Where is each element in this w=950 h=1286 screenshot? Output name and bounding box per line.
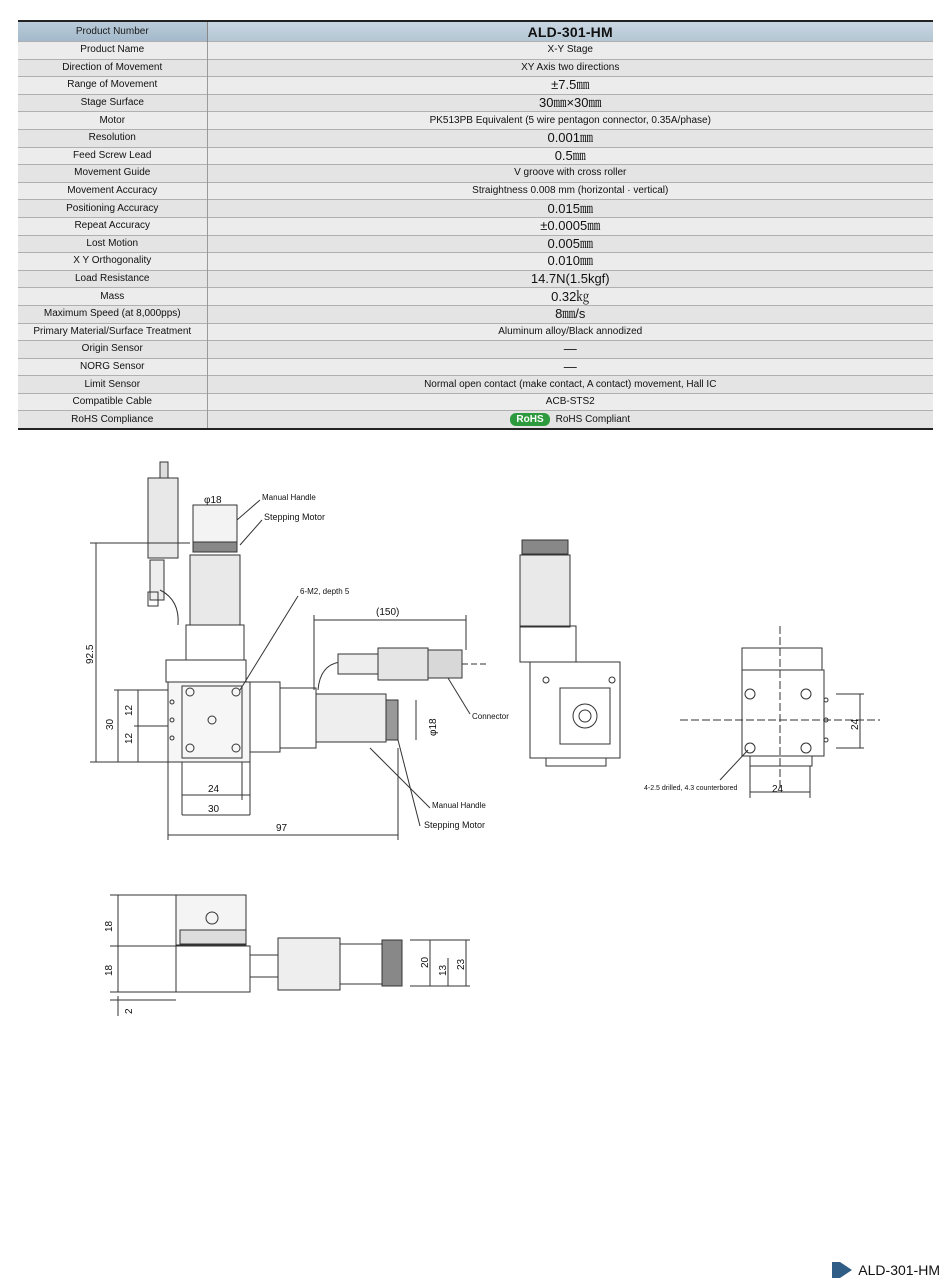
spec-value: — bbox=[207, 341, 933, 359]
spec-value: X-Y Stage bbox=[207, 42, 933, 60]
footer-model-label: ALD-301-HM bbox=[858, 1262, 940, 1278]
spec-table bbox=[18, 20, 933, 430]
label-dim-24-right-bottom: 24 bbox=[772, 784, 784, 795]
spec-label: Movement Accuracy bbox=[18, 182, 207, 200]
spec-label: Origin Sensor bbox=[18, 341, 207, 359]
label-dim-18-upper: 18 bbox=[104, 920, 115, 932]
spec-value bbox=[207, 411, 933, 429]
arrow-right-icon bbox=[840, 1262, 852, 1278]
spec-value: 0.5㎜ bbox=[207, 147, 933, 165]
label-drilled-holes: 4-2.5 drilled, 4.3 counterbored bbox=[644, 785, 738, 792]
spec-value: Straightness 0.008 mm (horizontal · vertical) bbox=[207, 182, 933, 200]
spec-row bbox=[18, 217, 933, 235]
spec-row bbox=[18, 42, 933, 60]
label-connector: Connector bbox=[472, 712, 509, 721]
label-cable-length: (150) bbox=[376, 607, 400, 618]
spec-value: ±0.0005㎜ bbox=[207, 217, 933, 235]
spec-row bbox=[18, 165, 933, 183]
spec-value: 0.010㎜ bbox=[207, 253, 933, 271]
spec-label: Motor bbox=[18, 112, 207, 130]
spec-label: Stage Surface bbox=[18, 94, 207, 112]
spec-row bbox=[18, 358, 933, 376]
spec-row bbox=[18, 253, 933, 271]
spec-value: PK513PB Equivalent (5 wire pentagon connector, 0.35A/phase) bbox=[207, 112, 933, 130]
spec-value: Aluminum alloy/Black annodized bbox=[207, 323, 933, 341]
spec-value: 0.32㎏ bbox=[207, 288, 933, 306]
product-model: ALD-301-HM bbox=[207, 21, 933, 42]
spec-label: Limit Sensor bbox=[18, 376, 207, 394]
spec-value: ±7.5㎜ bbox=[207, 77, 933, 95]
spec-body bbox=[18, 42, 933, 430]
spec-row bbox=[18, 77, 933, 95]
spec-value: 0.005㎜ bbox=[207, 235, 933, 253]
front-view-drawing bbox=[110, 895, 470, 1016]
spec-label: Maximum Speed (at 8,000pps) bbox=[18, 305, 207, 323]
bottom-view-drawing bbox=[680, 626, 880, 798]
label-dim-2: 2 bbox=[124, 1008, 135, 1014]
label-dim-23: 23 bbox=[456, 958, 467, 970]
spec-row bbox=[18, 288, 933, 306]
label-manual-handle-bottom: Manual Handle bbox=[432, 801, 486, 810]
spec-value: V groove with cross roller bbox=[207, 165, 933, 183]
spec-label: Range of Movement bbox=[18, 77, 207, 95]
label-dim-92-5: 92.5 bbox=[85, 644, 96, 664]
spec-label: Feed Screw Lead bbox=[18, 147, 207, 165]
dimension-drawings bbox=[0, 440, 950, 1040]
spec-value: 14.7N(1.5kgf) bbox=[207, 270, 933, 288]
spec-label: Positioning Accuracy bbox=[18, 200, 207, 218]
label-dim-13: 13 bbox=[438, 964, 449, 976]
label-stepping-motor-top: Stepping Motor bbox=[264, 512, 326, 522]
spec-value: 0.001㎜ bbox=[207, 129, 933, 147]
label-dim-30-left: 30 bbox=[105, 718, 116, 730]
label-dim-12-a: 12 bbox=[124, 704, 135, 716]
label-tapped-holes: 6-M2, depth 5 bbox=[300, 587, 350, 596]
spec-label: Mass bbox=[18, 288, 207, 306]
label-phi18-top: φ18 bbox=[204, 495, 222, 506]
label-phi18-side: φ18 bbox=[428, 718, 439, 736]
spec-label: RoHS Compliance bbox=[18, 411, 207, 429]
spec-row bbox=[18, 376, 933, 394]
spec-row bbox=[18, 147, 933, 165]
spec-value: — bbox=[207, 358, 933, 376]
spec-row bbox=[18, 235, 933, 253]
spec-label: Primary Material/Surface Treatment bbox=[18, 323, 207, 341]
spec-value-text: RoHS Compliant bbox=[555, 413, 631, 425]
spec-row bbox=[18, 305, 933, 323]
footer-arrow-base bbox=[832, 1262, 840, 1278]
spec-row bbox=[18, 341, 933, 359]
label-dim-30-bottom: 30 bbox=[208, 804, 220, 815]
spec-value: 0.015㎜ bbox=[207, 200, 933, 218]
label-dim-24-right-side: 24 bbox=[850, 718, 861, 730]
spec-label: Lost Motion bbox=[18, 235, 207, 253]
spec-row bbox=[18, 94, 933, 112]
spec-label: NORG Sensor bbox=[18, 358, 207, 376]
spec-value: ACB-STS2 bbox=[207, 393, 933, 411]
spec-row bbox=[18, 59, 933, 77]
spec-label: X Y Orthogonality bbox=[18, 253, 207, 271]
label-dim-12-b: 12 bbox=[124, 732, 135, 744]
spec-header-row bbox=[18, 21, 933, 42]
spec-value: 30㎜×30㎜ bbox=[207, 94, 933, 112]
spec-row bbox=[18, 112, 933, 130]
rohs-badge: RoHS bbox=[510, 413, 549, 426]
spec-label: Movement Guide bbox=[18, 165, 207, 183]
spec-row bbox=[18, 323, 933, 341]
product-number-label: Product Number bbox=[18, 21, 207, 42]
label-dim-18-lower: 18 bbox=[104, 964, 115, 976]
spec-label: Repeat Accuracy bbox=[18, 217, 207, 235]
spec-value: Normal open contact (make contact, A contact) movement, Hall IC bbox=[207, 376, 933, 394]
spec-label: Compatible Cable bbox=[18, 393, 207, 411]
spec-label: Load Resistance bbox=[18, 270, 207, 288]
spec-label: Resolution bbox=[18, 129, 207, 147]
label-dim-97: 97 bbox=[276, 823, 288, 834]
spec-row bbox=[18, 200, 933, 218]
spec-value: 8㎜/s bbox=[207, 305, 933, 323]
spec-row bbox=[18, 182, 933, 200]
label-manual-handle-top: Manual Handle bbox=[262, 493, 316, 502]
footer-model-tag bbox=[832, 1262, 940, 1278]
label-dim-20: 20 bbox=[420, 956, 431, 968]
spec-row bbox=[18, 411, 933, 429]
label-stepping-motor-bottom: Stepping Motor bbox=[424, 820, 486, 830]
side-view-drawing bbox=[520, 540, 620, 766]
spec-label: Product Name bbox=[18, 42, 207, 60]
spec-label: Direction of Movement bbox=[18, 59, 207, 77]
spec-value: XY Axis two directions bbox=[207, 59, 933, 77]
spec-row bbox=[18, 129, 933, 147]
spec-row bbox=[18, 393, 933, 411]
label-dim-24-bottom: 24 bbox=[208, 784, 220, 795]
spec-row bbox=[18, 270, 933, 288]
